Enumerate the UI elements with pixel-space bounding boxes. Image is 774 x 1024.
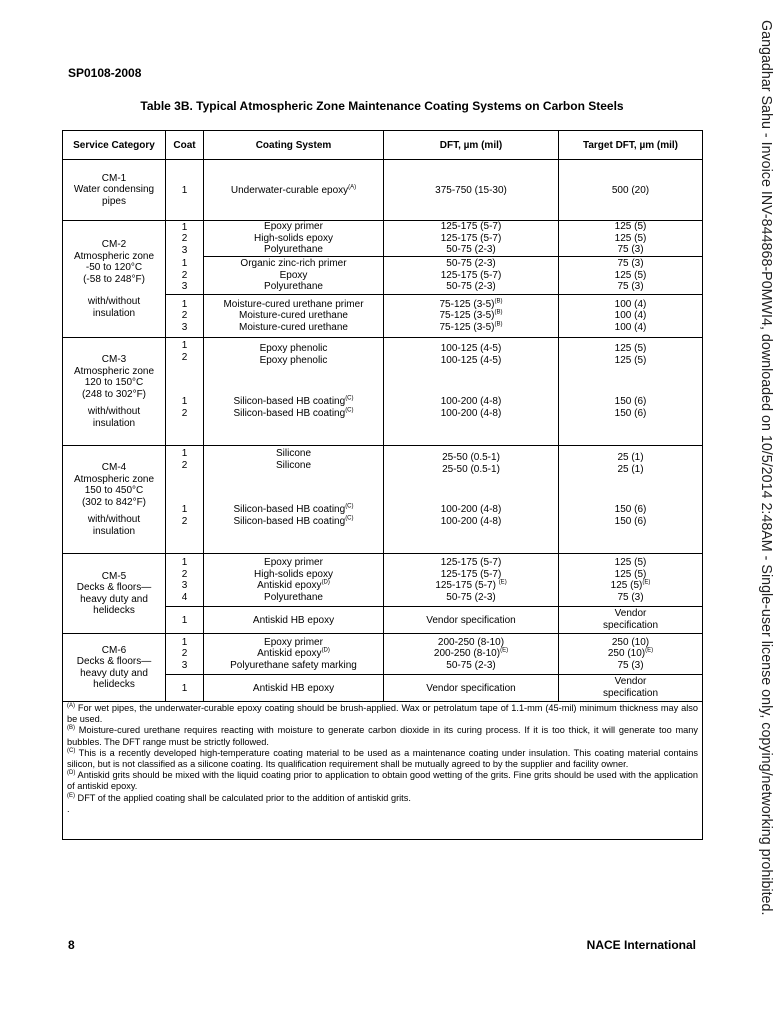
footnote-text: DFT of the applied coating shall be calculated prior to the addition of antiskid grits. (75, 792, 411, 803)
system-text (206, 396, 381, 408)
table-row-cm3 (63, 338, 703, 446)
category-line: -50 to 120°C (85, 262, 143, 273)
dft-value: 25-50 (0.5-1) (442, 452, 500, 463)
dft-value: 125-175 (5-7) (440, 557, 502, 568)
footnote-ref: (E) (645, 647, 654, 654)
system-cell: Antiskid HB epoxy (204, 675, 384, 702)
coat: 3 (181, 659, 188, 671)
system-text: Polyurethane (264, 281, 323, 293)
footnote-text: For wet pipes, the underwater-curable epoxy coating should be brush-applied. Wax or petrolatum tape of 1.1-mm (45-mil) minimum thickness may also be used. (67, 703, 698, 725)
footnote-mark: (E) (67, 792, 75, 799)
footnote-ref: (B) (494, 321, 503, 328)
footnotes (63, 702, 703, 840)
publisher-name: NACE International (586, 938, 696, 952)
system-label: Silicon-based HB coating (233, 396, 346, 407)
target-cell: 500 (20) (559, 160, 703, 221)
dft-value: 25-50 (0.5-1) (442, 463, 500, 475)
dft-cell (384, 634, 559, 675)
dft-value: 100-200 (4-8) (440, 396, 502, 407)
category-line: CM-1 (101, 172, 127, 184)
system-text: Epoxy phenolic (259, 343, 328, 354)
table-title: Table 3B. Typical Atmospheric Zone Maintenance Coating Systems on Carbon Steels (140, 99, 624, 113)
category-line: insulation (92, 307, 136, 319)
category-line: Decks & floors— (76, 656, 152, 667)
footnote-ref: (B) (494, 309, 503, 316)
dft-value: 50-75 (2-3) (446, 244, 496, 256)
dft-value: 100-200 (4-8) (440, 407, 502, 419)
dft-cell (384, 221, 559, 257)
target-value: 125 (5) (614, 269, 647, 281)
coat: 3 (181, 321, 188, 333)
target-value: 125 (5) (614, 557, 647, 568)
category-line: 120 to 150°C (84, 377, 144, 388)
coat-cell (166, 634, 204, 675)
dft-text: 125-175 (5-7) (435, 580, 496, 591)
dft-value: 50-75 (2-3) (446, 659, 496, 671)
dft-text: 75-125 (3-5) (439, 298, 495, 310)
category-line: with/without (87, 296, 141, 307)
category-line: heavy duty and (80, 593, 148, 605)
system-text: Epoxy (279, 269, 308, 281)
table-row-cm5a (63, 554, 703, 607)
footnote-ref: (C) (345, 407, 354, 414)
system-text: Moisture-cured urethane primer (223, 298, 364, 310)
dft-cell: Vendor specification (384, 675, 559, 702)
footnote-d (67, 770, 698, 792)
target-value: 75 (3) (617, 281, 644, 293)
coat: 1 (181, 298, 188, 310)
coat-cell: 1 (166, 607, 204, 634)
system-text: Epoxy primer (264, 636, 323, 648)
category-line: pipes (102, 195, 126, 207)
footnote-ref: (E) (500, 647, 509, 654)
category-cm4 (63, 446, 166, 554)
footnote-text: This is a recently developed high-temperature coating material to be used as a maintenance coating under insulation. This coating material contains silicon, but is not classified as a silicone coating. Its qualification requirement shall be mutually agreed to by the supplier and facility owner. (67, 747, 698, 770)
license-watermark: Gangadhar Sahu - Invoice INV-844868-P0MWI4, downloaded on 10/5/2014 2:48AM - Single-user license only, copying/networking prohibited. (758, 20, 774, 916)
dft-value: 100-125 (4-5) (440, 343, 502, 354)
footnote-ref: (E) (498, 579, 507, 586)
coat: 3 (181, 281, 188, 292)
target-value: 125 (5) (614, 354, 647, 366)
category-line: CM-2 (101, 239, 127, 250)
category-cm2 (63, 221, 166, 338)
coat: 2 (181, 568, 188, 580)
system-text: Polyurethane (264, 244, 323, 256)
footnotes-row (63, 702, 703, 840)
system-label: Antiskid epoxy (257, 648, 322, 660)
system-label: Silicon-based HB coating (233, 407, 346, 419)
footnote-ref: (C) (345, 503, 354, 510)
system-label: Antiskid epoxy (257, 580, 322, 591)
category-line: CM-4 (101, 462, 127, 473)
footnote-mark: (B) (67, 725, 75, 732)
coat: 2 (181, 269, 188, 281)
footnote-b (67, 725, 698, 747)
system-text: Epoxy primer (264, 557, 323, 568)
target-value: 125 (5) (614, 343, 647, 354)
target-value: 150 (6) (614, 515, 647, 527)
system-text: Polyurethane safety marking (230, 659, 357, 671)
system-text: Epoxy primer (264, 221, 323, 233)
category-line: helidecks (93, 605, 135, 616)
dft-value (386, 322, 556, 334)
coat: 2 (181, 648, 188, 660)
footnote-mark: (C) (67, 747, 76, 754)
target-text: 125 (5) (610, 580, 643, 591)
target-cell (559, 675, 703, 702)
coat-cell (166, 338, 204, 446)
coat-cell (166, 554, 204, 607)
target-cell (559, 607, 703, 634)
target-value: 125 (5) (614, 232, 647, 244)
system-cell (204, 160, 384, 221)
coat: 1 (181, 340, 188, 351)
coating-systems-table (62, 130, 703, 840)
target-value: 25 (1) (617, 463, 644, 475)
target-cell (559, 338, 703, 446)
system-text (206, 504, 381, 516)
coat-cell (166, 257, 204, 295)
target-cell (559, 446, 703, 554)
category-line: insulation (92, 525, 136, 537)
system-cell (204, 554, 384, 607)
footnote-ref: (C) (345, 395, 354, 402)
target-value: 150 (6) (614, 407, 647, 419)
target-value: 100 (4) (614, 321, 647, 333)
footnote-ref: (C) (345, 515, 354, 522)
footnote-ref: (A) (348, 184, 357, 191)
dft-value (386, 580, 556, 592)
dft-value: 125-175 (5-7) (440, 232, 502, 244)
target-cell (559, 221, 703, 257)
category-line: Water condensing (73, 184, 155, 196)
system-text (206, 580, 381, 592)
category-line: insulation (92, 417, 136, 429)
footnote-text: Antiskid grits should be mixed with the liquid coating prior to application to obtain good wetting of the grits. Fine grits should be used with the application of antiskid epoxy. (67, 770, 698, 792)
category-line: heavy duty and (80, 667, 148, 679)
dft-value: 125-175 (5-7) (440, 568, 502, 580)
coat-cell (166, 295, 204, 338)
system-cell (204, 221, 384, 257)
category-line: Decks & floors— (76, 582, 152, 593)
dft-value: 125-175 (5-7) (440, 221, 502, 233)
category-line: (248 to 302°F) (81, 388, 147, 400)
target-value: 75 (3) (617, 258, 644, 270)
system-label: Silicon-based HB coating (233, 515, 346, 527)
footnote-e (67, 793, 698, 804)
target-value: specification (602, 620, 659, 631)
col-header-coat: Coat (166, 131, 204, 160)
category-cm3 (63, 338, 166, 446)
coat-cell (166, 221, 204, 257)
dft-cell (384, 295, 559, 338)
coat-cell: 1 (166, 160, 204, 221)
category-line: (-58 to 248°F) (83, 273, 145, 285)
col-header-service-category: Service Category (63, 131, 166, 160)
dft-value: 50-75 (2-3) (446, 281, 496, 293)
target-value: Vendor (614, 608, 647, 619)
table-row-cm4 (63, 446, 703, 554)
coat-cell: 1 (166, 675, 204, 702)
category-line: CM-5 (101, 570, 127, 582)
dft-text: 200-250 (8-10) (433, 648, 501, 660)
coat: 2 (181, 310, 188, 322)
target-value: 150 (6) (614, 396, 647, 407)
table-row-cm1 (63, 160, 703, 221)
dft-value (386, 648, 556, 660)
dft-value: 100-200 (4-8) (440, 504, 502, 515)
footnote-end: . (67, 803, 70, 814)
dft-cell (384, 446, 559, 554)
category-cm6 (63, 634, 166, 702)
coat: 2 (181, 515, 188, 527)
target-value: 75 (3) (617, 591, 644, 603)
coat: 3 (181, 580, 188, 591)
system-cell (204, 446, 384, 554)
footnote-ref: (B) (494, 298, 503, 305)
system-text (206, 408, 381, 420)
dft-value (386, 299, 556, 311)
target-value: 250 (10) (611, 636, 650, 648)
footnote-text: Moisture-cured urethane requires reacting with moisture to generate carbon dioxide in its curing process. If it is too thick, it will generate too many bubbles. The DFT range must be strictly followed. (67, 725, 698, 747)
system-text: Polyurethane (264, 591, 323, 603)
footnote-mark: (A) (67, 702, 75, 709)
coat: 1 (181, 636, 188, 648)
target-text: 250 (10) (607, 648, 646, 660)
system-cell (204, 338, 384, 446)
target-cell (559, 257, 703, 295)
table-row-cm2a (63, 221, 703, 257)
table-header-row (63, 131, 703, 160)
dft-cell: Vendor specification (384, 607, 559, 634)
category-line: (302 to 842°F) (81, 496, 147, 508)
coat: 1 (181, 504, 188, 515)
category-line: with/without (87, 406, 141, 417)
category-line: Atmospheric zone (73, 250, 155, 262)
page-number: 8 (68, 938, 75, 952)
system-text: Silicone (275, 448, 312, 459)
target-cell (559, 554, 703, 607)
target-value (561, 580, 700, 592)
col-header-target-dft: Target DFT, µm (mil) (559, 131, 703, 160)
dft-value: 200-250 (8-10) (437, 636, 505, 648)
dft-cell (384, 554, 559, 607)
category-line: 150 to 450°C (84, 485, 144, 496)
system-text: Organic zinc-rich primer (240, 258, 347, 270)
target-value: specification (602, 688, 659, 699)
coat: 2 (181, 233, 188, 244)
dft-value (386, 310, 556, 322)
system-text: Moisture-cured urethane (239, 310, 348, 322)
target-value: 100 (4) (614, 310, 647, 322)
coat: 1 (181, 258, 188, 269)
system-text (206, 648, 381, 660)
target-cell (559, 634, 703, 675)
category-cm5 (63, 554, 166, 634)
dft-text: 75-125 (3-5) (439, 321, 495, 333)
target-cell (559, 295, 703, 338)
coat: 2 (181, 459, 188, 471)
system-text: Epoxy phenolic (259, 354, 328, 366)
coat: 1 (181, 448, 188, 459)
dft-value: 50-75 (2-3) (446, 591, 496, 603)
dft-text: 75-125 (3-5) (439, 310, 495, 322)
coat: 2 (181, 407, 188, 419)
target-value: 75 (3) (617, 244, 644, 256)
document-id: SP0108-2008 (68, 66, 142, 80)
coat: 1 (181, 396, 188, 407)
target-value: 125 (5) (614, 221, 647, 233)
dft-value: 50-75 (2-3) (446, 258, 496, 270)
footnote-c (67, 748, 698, 770)
target-value: 75 (3) (617, 659, 644, 671)
target-value: 125 (5) (614, 568, 647, 580)
system-text: High-solids epoxy (254, 232, 333, 244)
system-text: Moisture-cured urethane (239, 321, 348, 333)
footnote-ref: (D) (321, 647, 330, 654)
system-cell (204, 257, 384, 295)
dft-cell (384, 257, 559, 295)
target-value: 150 (6) (614, 504, 647, 515)
col-header-coating-system: Coating System (204, 131, 384, 160)
system-label: Silicon-based HB coating (233, 504, 346, 515)
coat: 1 (181, 557, 188, 568)
dft-value: 125-175 (5-7) (440, 269, 502, 281)
category-line: Atmospheric zone (73, 473, 155, 485)
footnote-ref: (D) (321, 579, 330, 586)
col-header-dft: DFT, µm (mil) (384, 131, 559, 160)
footnote-a (67, 703, 698, 725)
footnote-mark: (D) (67, 770, 76, 777)
coat: 4 (181, 591, 188, 603)
system-cell (204, 634, 384, 675)
coat: 2 (181, 351, 188, 363)
dft-value: 100-200 (4-8) (440, 515, 502, 527)
dft-cell: 375-750 (15-30) (384, 160, 559, 221)
system-text: High-solids epoxy (254, 568, 333, 580)
dft-value: 100-125 (4-5) (440, 354, 502, 366)
target-value: 25 (1) (617, 452, 644, 463)
coat-cell (166, 446, 204, 554)
system-text (206, 516, 381, 528)
footnote-ref: (E) (642, 579, 651, 586)
category-line: CM-6 (101, 644, 127, 656)
system-cell (204, 295, 384, 338)
dft-cell (384, 338, 559, 446)
target-value: Vendor (614, 676, 647, 687)
category-cm1 (63, 160, 166, 221)
category-line: Atmospheric zone (73, 365, 155, 377)
category-line: with/without (87, 514, 141, 525)
table-row-cm6a (63, 634, 703, 675)
system-text: Underwater-curable epoxy (230, 184, 349, 196)
system-cell: Antiskid HB epoxy (204, 607, 384, 634)
category-line: CM-3 (101, 354, 127, 365)
target-value: 100 (4) (614, 298, 647, 310)
coat: 3 (181, 244, 188, 256)
coat: 1 (181, 221, 188, 233)
system-text: Silicone (275, 459, 312, 471)
target-value (561, 648, 700, 660)
category-line: helidecks (93, 679, 135, 690)
